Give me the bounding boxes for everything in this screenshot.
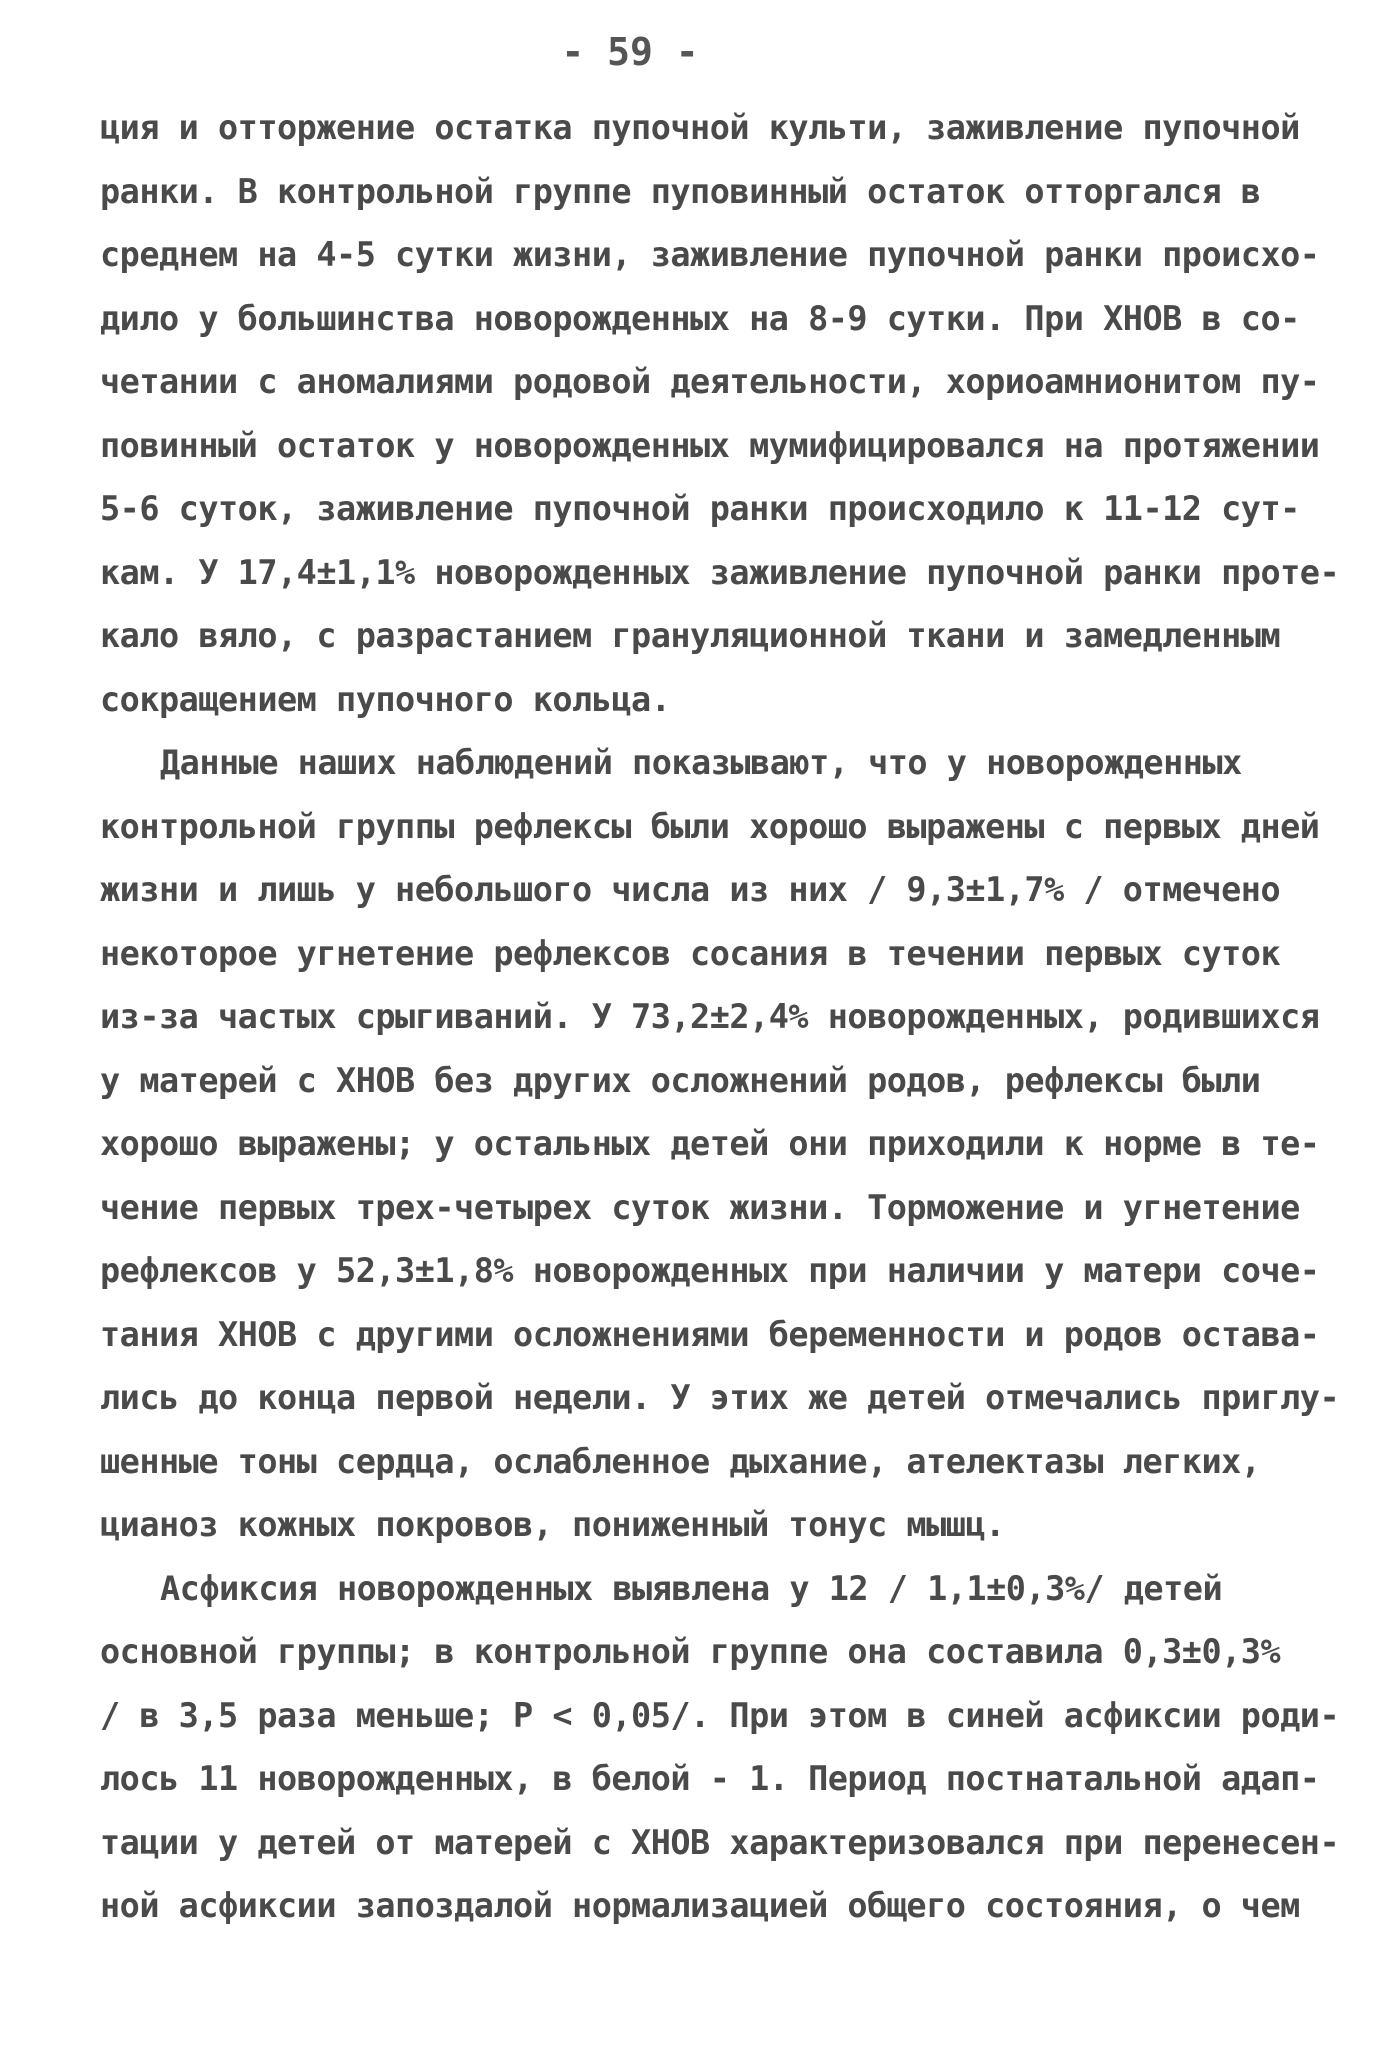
- text-line: у матерей с ХНОВ без других осложнений родов, рефлексы были: [100, 1060, 1261, 1100]
- text-line: тания ХНОВ с другими осложнениями беременности и родов остава-: [100, 1314, 1320, 1354]
- paragraph-3: [100, 1557, 1340, 1938]
- text-line: 5-6 суток, заживление пупочной ранки происходило к 11-12 сут-: [100, 489, 1300, 528]
- text-line: сокращением пупочного кольца.: [100, 679, 671, 719]
- paragraph-2: [100, 731, 1340, 1557]
- text-line: из-за частых срыгиваний. У 73,2±2,4% новорожденных, родившихся: [100, 997, 1320, 1036]
- text-line: лось 11 новорожденных, в белой - 1. Период постнатальной адап-: [100, 1759, 1320, 1798]
- page-number: - 59 -: [561, 30, 699, 74]
- body-text: [100, 96, 1340, 1938]
- text-line: / в 3,5 раза меньше; Р < 0,05/. При этом в синей асфиксии роди-: [100, 1695, 1340, 1735]
- text-line: рефлексов у 52,3±1,8% новорожденных при наличии у матери сочe-: [100, 1251, 1320, 1290]
- text-line: некоторое угнетение рефлексов сосания в течении первых суток: [100, 933, 1281, 973]
- text-line: цианоз кожных покровов, пониженный тонус мышц.: [100, 1505, 1005, 1544]
- text-line: Данные наших наблюдений показывают, что у новорожденных: [160, 743, 1242, 782]
- text-line: ция и отторжение остатка пупочной культи, заживление пупочной: [100, 108, 1300, 147]
- paragraph-1: [100, 96, 1340, 731]
- text-line: чение первых трех-четырех суток жизни. Торможение и угнетение: [100, 1187, 1300, 1227]
- text-line: дило у большинства новорожденных на 8-9 сутки. При ХНОВ в со-: [100, 298, 1300, 338]
- text-line: Асфиксия новорожденных выявлена у 12 / 1,1±0,3%/ детей: [160, 1568, 1223, 1608]
- text-line: жизни и лишь у небольшого числа из них / 9,3±1,7% / отмечено: [100, 870, 1281, 909]
- text-line: хорошо выражены; у остальных детей они приходили к норме в те-: [100, 1124, 1320, 1163]
- text-line: ранки. В контрольной группе пуповинный остаток отторгался в: [100, 171, 1261, 211]
- text-line: тации у детей от матерей с ХНОВ характеризовался при перенесен-: [100, 1822, 1340, 1862]
- text-line: лись до конца первой недели. У этих же детей отмечались приглу-: [100, 1378, 1340, 1417]
- text-line: среднем на 4-5 сутки жизни, заживление пупочной ранки происхо-: [100, 235, 1320, 274]
- text-line: шенные тоны сердца, ослабленное дыхание, ателектазы легких,: [100, 1441, 1261, 1481]
- text-line: ной асфиксии запоздалой нормализацией общего состояния, о чем: [100, 1886, 1300, 1925]
- text-line: основной группы; в контрольной группе она составила 0,3±0,3%: [100, 1632, 1281, 1671]
- text-line: повинный остаток у новорожденных мумифицировался на протяжении: [100, 425, 1320, 465]
- text-line: контрольной группы рефлексы были хорошо выражены с первых дней: [100, 806, 1320, 846]
- text-line: кам. У 17,4±1,1% новорожденных заживление пупочной ранки проте-: [100, 552, 1340, 592]
- text-line: кало вяло, с разрастанием грануляционной ткани и замедленным: [100, 616, 1281, 655]
- text-line: четании с аномалиями родовой деятельности, хориоамнионитом пу-: [100, 362, 1320, 401]
